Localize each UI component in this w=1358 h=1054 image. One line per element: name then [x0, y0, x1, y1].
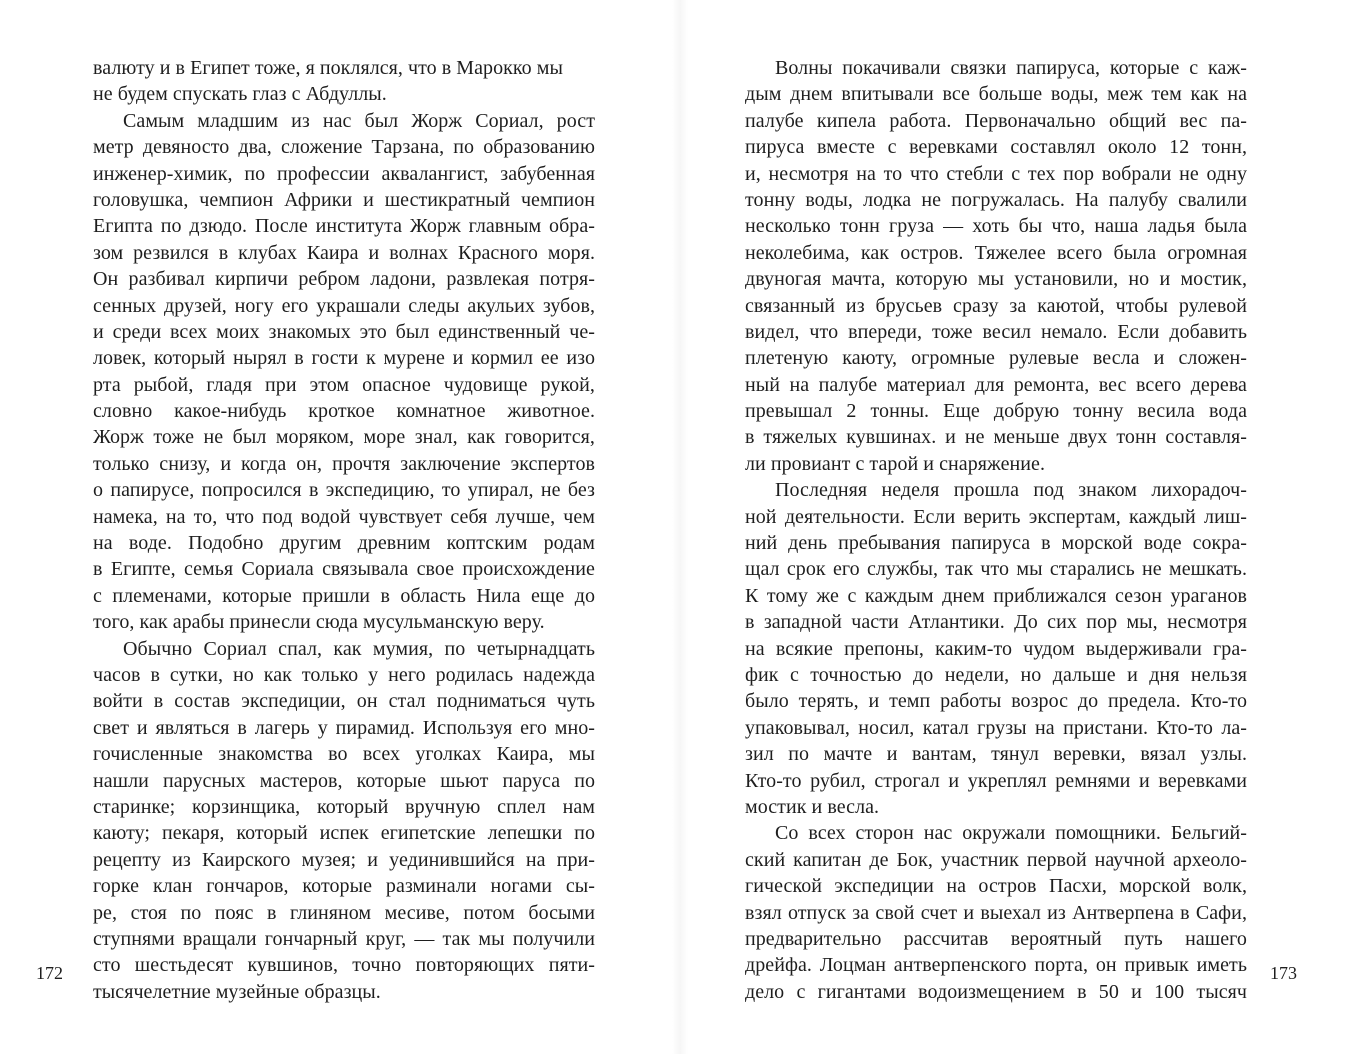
text-line: ный на палубе материал для ремонта, вес всего дерева [745, 373, 1247, 396]
text-line: Самым младшим из нас был Жорж Сориал, рост [123, 109, 595, 132]
text-line: гочисленные знакомства во всех уголках Каира, мы [93, 743, 595, 766]
text-line: Жорж тоже не был моряком, море знал, как говорится, [93, 426, 595, 449]
text-line: словно какое-нибудь кроткое комнатное животное. [93, 400, 595, 423]
text-line: мостик и весла. [745, 795, 880, 818]
text-line: Обычно Сориал спал, как мумия, по четырнадцать [123, 637, 595, 660]
text-line: взял отпуск за свой счет и выехал из Антверпена в Сафи, [745, 901, 1247, 924]
text-line: часов в сутки, но как только у него родилась надежда [93, 663, 595, 686]
text-line: предварительно рассчитав вероятный путь нашего [745, 927, 1247, 950]
text-line: несколько тонн груза — хоть бы что, наша ладья была [745, 215, 1247, 238]
text-line: валюту и в Египет тоже, я поклялся, что в Марокко мы [93, 57, 563, 79]
text-line: пируса вместе с веревками составлял около 12 тонн, [745, 136, 1247, 159]
text-line: старинке; корзинщика, который вручную сплел нам [93, 795, 595, 818]
text-line: в западной части Атлантики. До сих пор мы, несмотря [745, 611, 1247, 634]
text-line: ре, стоя по пояс в глиняном месиве, потом босыми [93, 901, 595, 924]
text-line: Египта по дзюдо. После института Жорж главным обра- [93, 215, 595, 238]
text-line: в тяжелых кувшинах. и не меньше двух тонн составля- [745, 426, 1247, 449]
page-number-left: 172 [36, 963, 63, 983]
text-line: горке клан гончаров, которые разминали ногами сы- [93, 875, 595, 898]
text-line: дело с гигантами водоизмещением в 50 и 100 тысяч [745, 980, 1247, 1003]
text-line: видел, что впереди, тоже весил немало. Если добавить [745, 320, 1247, 343]
text-line: дым днем впитывали все больше воды, меж тем как на [745, 83, 1247, 106]
text-line: и среди всех моих знакомых это был единственный че- [93, 320, 595, 343]
text-line: ский капитан де Бок, участник первой научной археоло- [745, 848, 1247, 871]
left-page-text [93, 55, 595, 1005]
text-line: нашли парусных мастеров, которые шьют паруса по [93, 769, 595, 792]
text-line: тысячелетние музейные образцы. [93, 980, 381, 1003]
text-line: головушка, чемпион Африки и шестикратный чемпион [93, 188, 595, 211]
text-line: двуногая мачта, которую мы установили, но и мостик, [745, 268, 1247, 291]
text-line: ной деятельности. Если верить экспертам, каждый лиш- [745, 505, 1247, 528]
text-line: свет и являться в лагерь у пирамид. Используя его мно- [93, 716, 595, 739]
text-line: упаковывал, носил, катал грузы на пристани. Кто-то ла- [745, 716, 1247, 739]
text-line: связанный из брусьев сразу за каютой, чтобы рулевой [745, 294, 1247, 317]
text-line: Последняя неделя прошла под знаком лихорадоч- [775, 479, 1247, 502]
text-line: на воде. Подобно другим древним коптским родам [93, 532, 595, 555]
text-line: К тому же с каждым днем приближался сезон ураганов [745, 584, 1247, 607]
text-line: инженер-химик, по профессии аквалангист, забубенная [93, 162, 595, 185]
text-line: сенных друзей, ногу его украшали следы акульих зубов, [93, 294, 595, 317]
text-line: и, несмотря на то что стебли с тех пор вобрали не одну [745, 162, 1247, 185]
text-line: тонну воды, лодка не погружалась. На палубу свалили [745, 188, 1247, 211]
text-line: гической экспедиции на остров Пасхи, морской волк, [745, 875, 1247, 898]
text-line: с племенами, которые пришли в область Нила еще до [93, 584, 595, 607]
text-line: ли провиант с тарой и снаряжение. [745, 452, 1046, 475]
text-line: не будем спускать глаз с Абдуллы. [93, 83, 387, 106]
text-line: щал срок его службы, так что мы старались не мешкать. [745, 558, 1247, 581]
text-line: ний день пребывания папируса в морской воде сокра- [745, 532, 1247, 555]
page-number-right: 173 [1270, 963, 1297, 983]
text-line: Со всех сторон нас окружали помощники. Бельгий- [775, 822, 1247, 845]
text-line: Кто-то рубил, строгал и укреплял ремнями и веревками [745, 769, 1247, 792]
text-line: намека, на то, что под водой чувствует себя лучше, чем [93, 505, 595, 528]
text-line: рецепту из Каирского музея; и уединившийся на при- [93, 848, 595, 871]
text-line: неколебима, как остров. Тяжелее всего была огромная [745, 241, 1247, 264]
text-line: метр девяносто два, сложение Тарзана, по образованию [93, 136, 595, 159]
text-line: ступнями вращали гончарный круг, — так мы получили [93, 927, 595, 950]
text-line: того, как арабы принесли сюда мусульманскую веру. [93, 611, 545, 634]
text-line: фик с точностью до недели, но дальше и дня нельзя [745, 663, 1247, 686]
text-line: войти в состав экспедиции, он стал подниматься чуть [93, 690, 595, 713]
text-line: о папирусе, попросился в экспедицию, то упирал, не без [93, 479, 595, 502]
text-line: было терять, и темп работы возрос до предела. Кто-то [745, 690, 1247, 713]
text-line: Волны покачивали связки папируса, которые с каж- [775, 57, 1247, 79]
text-line: плетеную каюту, огромные рулевые весла и сложен- [745, 347, 1247, 370]
text-line: каюту; пекаря, который испек египетские лепешки по [93, 822, 595, 845]
text-line: в Египте, семья Сориала связывала свое происхождение [93, 558, 595, 581]
gutter-shadow [672, 0, 688, 1054]
text-line: дрейфа. Лоцман антверпенского порта, он привык иметь [745, 954, 1247, 977]
text-line: на всякие препоны, каким-то чудом выдерживали гра- [745, 637, 1247, 660]
text-line: превышал 2 тонны. Еще добрую тонну весила вода [745, 400, 1247, 423]
right-page-text [745, 55, 1247, 1005]
text-line: рта рыбой, гладя при этом опасное чудовище рукой, [93, 373, 595, 396]
text-line: зом резвился в клубах Каира и волнах Красного моря. [93, 241, 595, 264]
text-line: сто шестьдесят кувшинов, точно повторяющих пяти- [93, 954, 595, 977]
text-line: Он разбивал кирпичи ребром ладони, развлекая потря- [93, 268, 595, 291]
text-line: только снизу, и когда он, прочтя заключение экспертов [93, 452, 595, 475]
text-line: ловек, который нырял в гости к мурене и кормил ее изо [93, 347, 595, 370]
text-line: палубе кипела работа. Первоначально общий вес па- [745, 109, 1247, 132]
text-line: зил по мачте и вантам, тянул веревки, вязал узлы. [745, 743, 1247, 766]
